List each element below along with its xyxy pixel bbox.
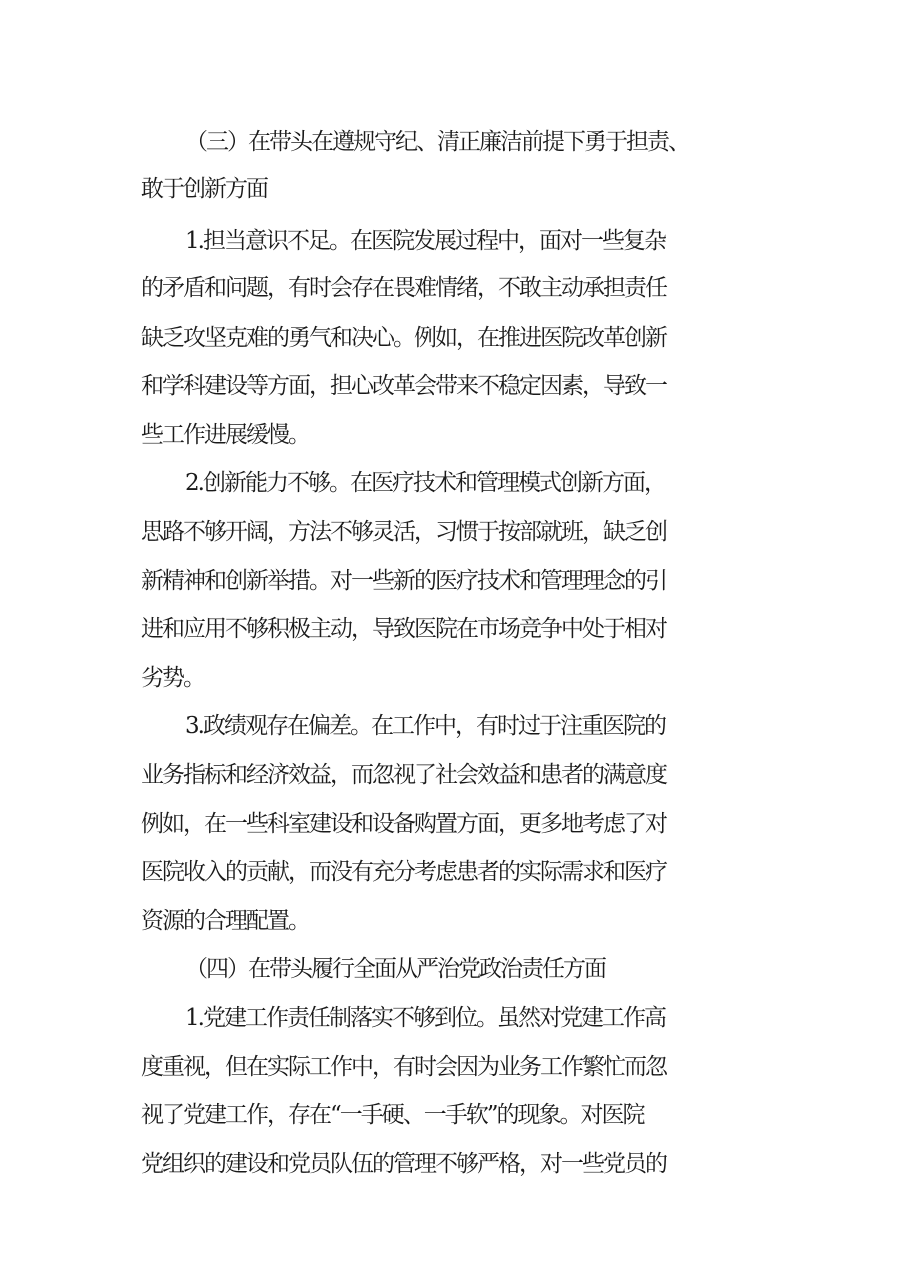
- paragraph-line: 资源的合理配置。: [141, 908, 309, 934]
- paragraph-line: 1.担当意识不足。在医院发展过程中，面对一些复杂: [185, 228, 665, 254]
- section-heading-4: （四）在带头履行全面从严治党政治责任方面: [185, 956, 605, 982]
- paragraph-line: 新精神和创新举措。对一些新的医疗技术和管理理念的引: [141, 568, 666, 594]
- paragraph-line: 2.创新能力不够。在医疗技术和管理模式创新方面，: [185, 470, 665, 496]
- section-heading-3-line-2: 敢于创新方面: [141, 176, 267, 202]
- paragraph-line: 1.党建工作责任制落实不够到位。虽然对党建工作高: [185, 1005, 665, 1031]
- paragraph-line: 进和应用不够积极主动，导致医院在市场竞争中处于相对: [141, 616, 666, 642]
- paragraph-line: 业务指标和经济效益，而忽视了社会效益和患者的满意度: [141, 762, 666, 788]
- paragraph-line: 视了党建工作，存在“一手硬、一手软”的现象。对医院: [141, 1102, 644, 1128]
- paragraph-line: 些工作进展缓慢。: [141, 422, 309, 448]
- paragraph-line: 例如，在一些科室建设和设备购置方面，更多地考虑了对: [141, 811, 666, 837]
- paragraph-line: 医院收入的贡献，而没有充分考虑患者的实际需求和医疗: [141, 859, 666, 885]
- paragraph-line: 的矛盾和问题，有时会存在畏难情绪，不敢主动承担责任: [141, 275, 666, 301]
- paragraph-line: 3.政绩观存在偏差。在工作中，有时过于注重医院的: [185, 713, 665, 739]
- paragraph-line: 缺乏攻坚克难的勇气和决心。例如，在推进医院改革创新: [141, 325, 666, 351]
- paragraph-line: 思路不够开阔，方法不够灵活，习惯于按部就班，缺乏创: [141, 519, 666, 545]
- paragraph-line: 劣势。: [141, 665, 204, 691]
- section-heading-3-line-1: （三）在带头在遵规守纪、清正廉洁前提下勇于担责、: [185, 129, 689, 155]
- paragraph-line: 度重视，但在实际工作中，有时会因为业务工作繁忙而忽: [141, 1054, 666, 1080]
- paragraph-line: 党组织的建设和党员队伍的管理不够严格，对一些党员的: [141, 1151, 666, 1177]
- paragraph-line: 和学科建设等方面，担心改革会带来不稳定因素，导致一: [141, 373, 666, 399]
